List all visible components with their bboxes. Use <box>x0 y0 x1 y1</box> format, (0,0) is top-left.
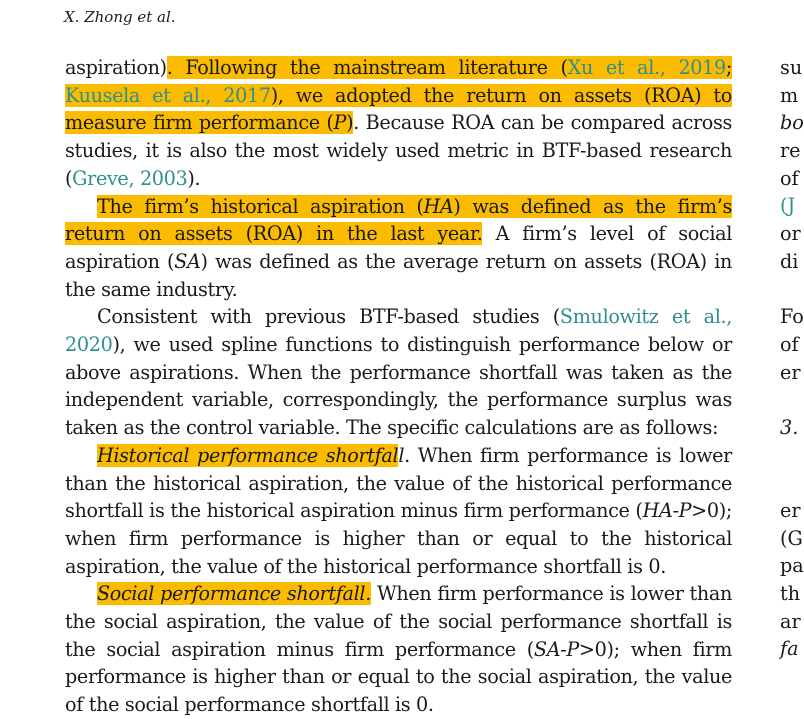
right-column-fragment: su m bo re of (J or di Fo of er 3. er (G pa th ar fa <box>780 56 804 661</box>
highlight: Social performance shortfall. <box>97 582 371 606</box>
running-head: X. Zhong et al. <box>64 8 176 26</box>
citation-link[interactable]: Smulowitz et al., 2020 <box>65 305 732 357</box>
citation-link[interactable]: Greve, 2003 <box>72 166 188 190</box>
main-column <box>65 54 732 719</box>
highlight: The firm’s historical aspiration (HA) was defined as the firm’s return on assets (ROA) in the last year. <box>65 194 733 246</box>
highlight: Historical performance shortfal <box>97 443 399 467</box>
citation-link[interactable]: Kuusela et al., 2017 <box>65 83 271 107</box>
highlight: . Following the mainstream literature (Xu et al., 2019; Kuusela et al., 2017), we adopted the return on assets (ROA) to measure firm performance (P) <box>65 56 732 135</box>
paragraph-social-shortfall: Social performance shortfall. When firm performance is lower than the social aspiration, the value of the social performance shortfall is the social aspiration minus firm performance (SA-P>0); when firm performance is higher than or equal to the social aspiration, the value of the social performance shortfall is 0. <box>65 582 733 717</box>
paragraph-performance-measure: aspiration). Following the mainstream literature (Xu et al., 2019; Kuusela et al., 2017), we adopted the return on assets (ROA) to measure firm performance (P). Because ROA can be compared across studies, it is also the most widely used metric in BTF-based research (Greve, 2003). <box>65 56 732 190</box>
paragraph-spline-functions: Consistent with previous BTF-based studies (Smulowitz et al., 2020), we used spline functions to distinguish performance below or above aspirations. When the performance shortfall was taken as the independent variable, correspondingly, the performance surplus was taken as the control variable. The specific calculations are as follows: <box>65 305 732 440</box>
paragraph-aspiration-definition: The firm’s historical aspiration (HA) was defined as the firm’s return on assets (ROA) in the last year. A firm’s level of social aspiration (SA) was defined as the average return on assets (ROA) in the same industry. <box>65 194 733 301</box>
paragraph-historical-shortfall: Historical performance shortfall. When firm performance is lower than the historical aspiration, the value of the historical performance shortfall is the historical aspiration minus firm performance (HA-P>0); when firm performance is higher than or equal to the historical aspiration, the value of the historical performance shortfall is 0. <box>65 443 732 578</box>
citation-link[interactable]: Xu et al., 2019 <box>567 56 726 79</box>
